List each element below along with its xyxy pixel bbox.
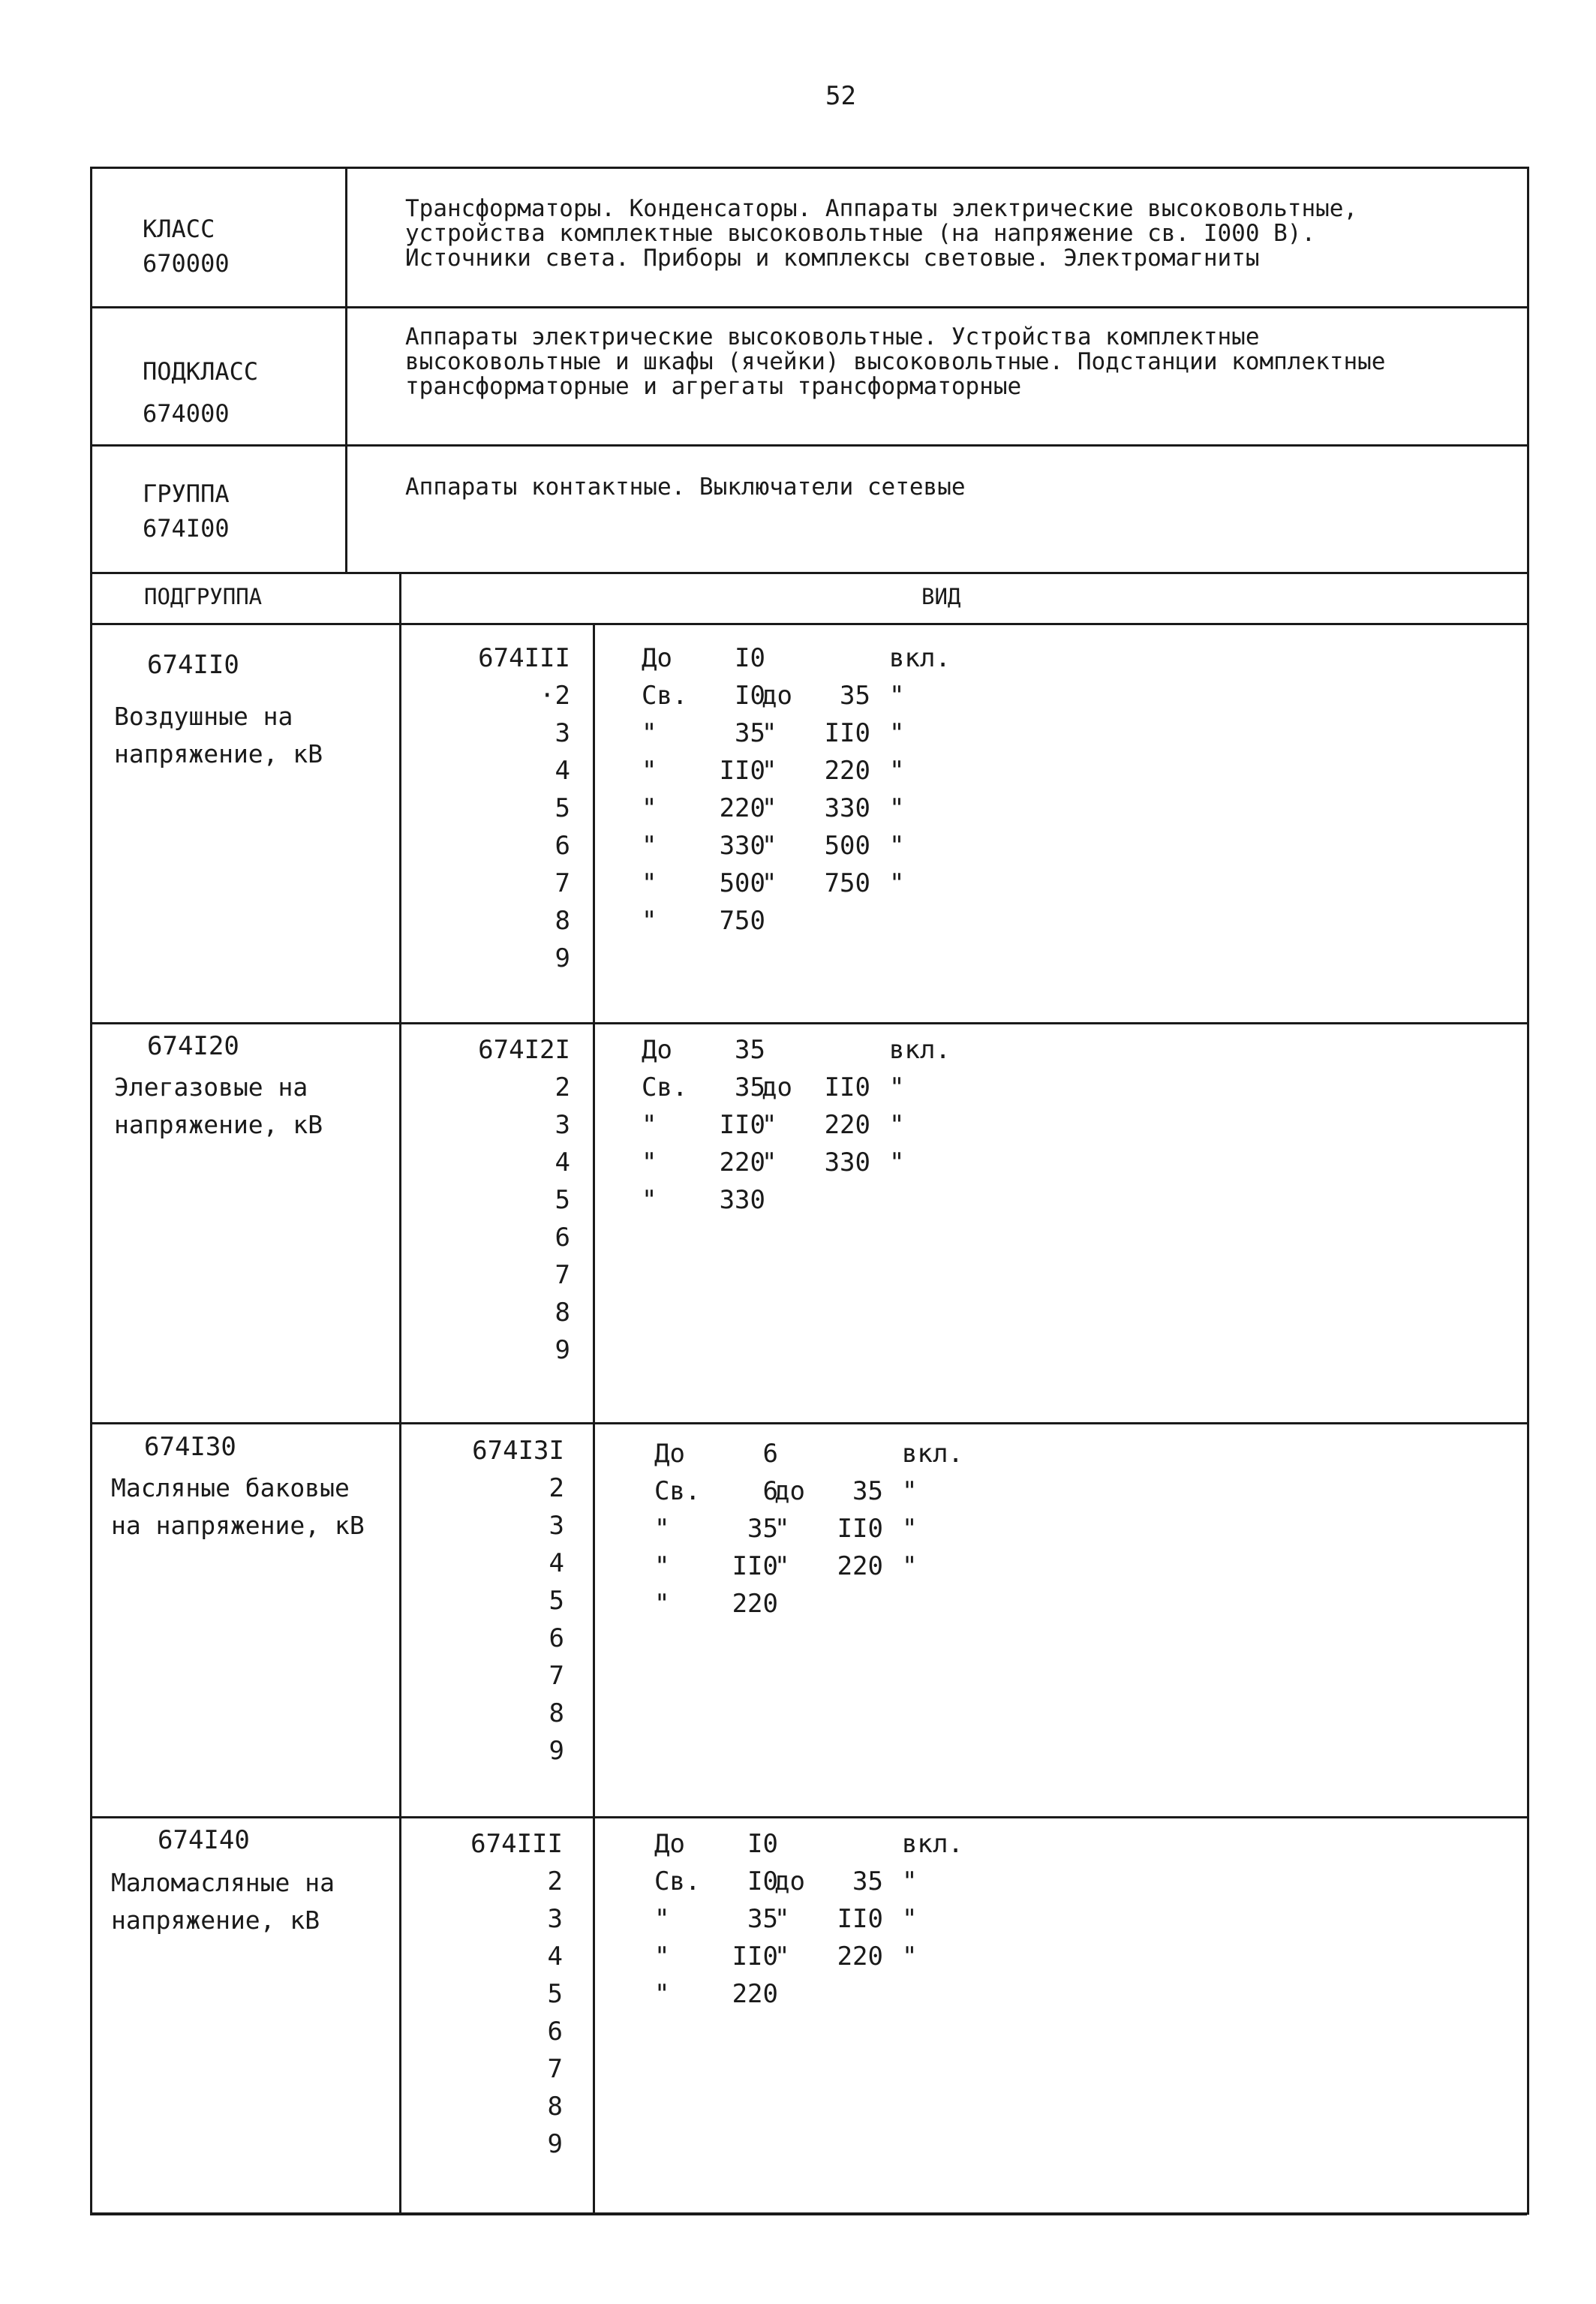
- view-cell: ": [762, 868, 777, 898]
- group-description: [405, 475, 1516, 500]
- view-cell: ": [902, 1942, 918, 1972]
- header-divider: [345, 167, 347, 572]
- species-code: 5: [547, 1979, 563, 2009]
- species-code: 6: [555, 831, 570, 861]
- class-description-line: устройства комплектные высоковольтные (на напряжение св. I000 В).: [405, 220, 1316, 247]
- species-code: 6: [549, 1623, 564, 1653]
- view-cell: ": [889, 1147, 905, 1178]
- view-cell: ": [642, 831, 657, 861]
- species-code: 2: [549, 1473, 564, 1503]
- view-cell: II0: [719, 1110, 765, 1140]
- species-code-list: [390, 1031, 570, 1369]
- class-code: 670000: [143, 249, 230, 278]
- species-code: 9: [555, 943, 570, 973]
- view-cell: ": [654, 1979, 670, 2009]
- species-code: 7: [555, 1260, 570, 1290]
- species-code: 8: [547, 2092, 563, 2122]
- view-cell: 220: [719, 1147, 765, 1178]
- view-cell: ": [902, 1476, 918, 1506]
- species-code: 4: [555, 1147, 570, 1178]
- view-cell: ": [642, 718, 657, 748]
- view-cell: вкл.: [889, 643, 951, 673]
- view-cell: ": [774, 1904, 790, 1934]
- species-code-list: [383, 1825, 563, 2163]
- view-cell: ": [762, 1147, 777, 1178]
- view-cell: 6: [762, 1476, 778, 1506]
- view-cell: ": [774, 1551, 790, 1581]
- class-description-line: Трансформаторы. Конденсаторы. Аппараты электрические высоковольтные,: [405, 195, 1358, 222]
- subclass-description: [405, 325, 1516, 399]
- view-cell: Св.: [654, 1476, 701, 1506]
- subclass-label: ПОДКЛАСС: [143, 357, 259, 386]
- view-cell: 330: [719, 831, 765, 861]
- view-cell: ": [889, 793, 905, 823]
- species-code-list: [384, 1432, 564, 1770]
- view-cell: 35: [852, 1866, 883, 1896]
- species-code: 674I3I: [472, 1436, 564, 1466]
- view-cell: 220: [719, 793, 765, 823]
- section-divider: [90, 1422, 1527, 1424]
- subgroup-name: [114, 698, 399, 773]
- view-cell: II0: [837, 1904, 883, 1934]
- view-cell: ": [762, 831, 777, 861]
- subgroup-code: 674I30: [144, 1432, 236, 1462]
- row-divider: [90, 572, 1527, 574]
- view-cell: II0: [732, 1942, 778, 1972]
- view-cell: ": [762, 756, 777, 786]
- view-cell: ": [889, 681, 905, 711]
- view-cell: Св.: [642, 1072, 688, 1102]
- subgroup-code: 674II0: [147, 650, 239, 680]
- species-code-list: [390, 639, 570, 977]
- view-cell: 220: [837, 1551, 883, 1581]
- species-code: 8: [555, 906, 570, 936]
- view-cell: 220: [732, 1589, 778, 1619]
- subgroup-name-line: на напряжение, кВ: [111, 1511, 365, 1540]
- view-cell: ": [642, 906, 657, 936]
- view-cell: ": [762, 793, 777, 823]
- view-cell: ": [642, 868, 657, 898]
- view-cell: 35: [747, 1514, 778, 1544]
- group-cell: [143, 477, 230, 546]
- view-cell: ": [654, 1904, 670, 1934]
- view-cell: До: [642, 1035, 672, 1065]
- view-cell: до: [774, 1866, 805, 1896]
- group-code: 674I00: [143, 514, 230, 543]
- subgroup-name-line: Элегазовые на: [114, 1072, 308, 1102]
- species-code: 3: [555, 1110, 570, 1140]
- subclass-description-line: высоковольтные и шкафы (ячейки) высоковольтные. Подстанции комплектные: [405, 348, 1386, 375]
- view-cell: До: [654, 1439, 685, 1469]
- species-code: 4: [555, 756, 570, 786]
- species-code: 3: [555, 718, 570, 748]
- subclass-code: 674000: [143, 399, 230, 428]
- species-code: ·2: [540, 681, 570, 711]
- species-code: 2: [547, 1866, 563, 1896]
- subgroup-name: [111, 1864, 396, 1939]
- view-column-title: ВИД: [921, 584, 961, 609]
- view-cell: ": [774, 1942, 790, 1972]
- species-code: 5: [555, 793, 570, 823]
- view-cell: ": [642, 1185, 657, 1215]
- view-cell: до: [774, 1476, 805, 1506]
- view-cell: ": [889, 1110, 905, 1140]
- view-cell: II0: [837, 1514, 883, 1544]
- page-number: 52: [825, 81, 856, 111]
- subgroup-column-title: ПОДГРУППА: [144, 584, 263, 609]
- view-cell: вкл.: [902, 1439, 963, 1469]
- view-cell: до: [762, 1072, 792, 1102]
- species-code: 3: [547, 1904, 563, 1934]
- view-cell: 35: [735, 1035, 765, 1065]
- species-code: 9: [549, 1736, 564, 1766]
- view-cell: 220: [837, 1942, 883, 1972]
- view-cell: 750: [719, 906, 765, 936]
- view-cell: 35: [852, 1476, 883, 1506]
- view-cell: ": [654, 1514, 670, 1544]
- section-divider: [90, 1816, 1527, 1818]
- view-cell: До: [654, 1829, 685, 1859]
- view-cell: 35: [840, 681, 870, 711]
- subclass-description-line: трансформаторные и агрегаты трансформаторные: [405, 373, 1022, 400]
- species-code: 4: [547, 1942, 563, 1972]
- subgroup-name-line: напряжение, кВ: [111, 1905, 320, 1935]
- subgroup-name-line: Воздушные на: [114, 702, 293, 731]
- section-divider: [90, 1022, 1527, 1024]
- view-cell: II0: [732, 1551, 778, 1581]
- view-cell: 500: [719, 868, 765, 898]
- subgroup-name-line: Маломасляные на: [111, 1868, 335, 1897]
- view-cell: ": [642, 793, 657, 823]
- view-cell: 220: [824, 756, 870, 786]
- view-cell: 330: [719, 1185, 765, 1215]
- view-cell: II0: [824, 718, 870, 748]
- species-code: 3: [549, 1511, 564, 1541]
- view-cell: I0: [747, 1866, 778, 1896]
- view-cell: До: [642, 643, 672, 673]
- group-label: ГРУППА: [143, 480, 230, 508]
- class-label: КЛАСС: [143, 215, 215, 243]
- view-cell: ": [889, 1072, 905, 1102]
- class-description-line: Источники света. Приборы и комплексы световые. Электромагниты: [405, 245, 1260, 272]
- view-cell: 500: [824, 831, 870, 861]
- view-cell: ": [654, 1551, 670, 1581]
- view-cell: ": [902, 1514, 918, 1544]
- view-cell: 330: [824, 793, 870, 823]
- species-code: 6: [547, 2017, 563, 2047]
- view-cell: II0: [824, 1072, 870, 1102]
- view-cell: ": [654, 1942, 670, 1972]
- species-code: 674III: [470, 1829, 563, 1859]
- view-cell: ": [774, 1514, 790, 1544]
- view-cell: ": [902, 1551, 918, 1581]
- subgroup-name: [111, 1469, 396, 1545]
- species-code: 5: [549, 1586, 564, 1616]
- view-cell: II0: [719, 756, 765, 786]
- view-cell: ": [642, 1110, 657, 1140]
- subgroup-code: 674I40: [158, 1825, 250, 1855]
- species-code: 9: [547, 2129, 563, 2159]
- view-cell: ": [889, 718, 905, 748]
- view-cell: 220: [824, 1110, 870, 1140]
- view-cell: ": [902, 1904, 918, 1934]
- subgroup-name-line: напряжение, кВ: [114, 1110, 323, 1139]
- subgroup-code: 674I20: [147, 1031, 239, 1061]
- species-code: 8: [549, 1698, 564, 1728]
- species-code: 7: [547, 2054, 563, 2084]
- species-code: 674I2I: [478, 1035, 570, 1065]
- view-cell: Св.: [654, 1866, 701, 1896]
- view-cell: ": [889, 831, 905, 861]
- species-code: 9: [555, 1335, 570, 1365]
- group-description-line: Аппараты контактные. Выключатели сетевые: [405, 474, 966, 501]
- view-cell: ": [762, 718, 777, 748]
- subgroup-name-line: Масляные баковые: [111, 1473, 350, 1502]
- view-cell: 35: [735, 718, 765, 748]
- view-cell: ": [889, 756, 905, 786]
- view-cell: вкл.: [889, 1035, 951, 1065]
- table-bottom-border: [90, 2212, 1527, 2215]
- view-cell: 220: [732, 1979, 778, 2009]
- subgroup-name-line: напряжение, кВ: [114, 739, 323, 769]
- view-cell: 35: [735, 1072, 765, 1102]
- view-cell: Св.: [642, 681, 688, 711]
- species-code: 674III: [478, 643, 570, 673]
- row-divider: [90, 623, 1527, 625]
- species-code: 7: [549, 1661, 564, 1691]
- species-code: 2: [555, 1072, 570, 1102]
- subclass-cell: [143, 354, 258, 431]
- view-cell: ": [654, 1589, 670, 1619]
- view-cell: I0: [735, 681, 765, 711]
- view-cell: 330: [824, 1147, 870, 1178]
- view-cell: ": [902, 1866, 918, 1896]
- view-cell: 750: [824, 868, 870, 898]
- class-description: [405, 197, 1516, 271]
- subclass-description-line: Аппараты электрические высоковольтные. Устройства комплектные: [405, 323, 1260, 350]
- species-code: 7: [555, 868, 570, 898]
- subgroup-name: [114, 1069, 399, 1144]
- view-cell: 35: [747, 1904, 778, 1934]
- row-divider: [90, 306, 1527, 308]
- species-code: 4: [549, 1548, 564, 1578]
- class-cell: [143, 212, 230, 281]
- view-cell: ": [889, 868, 905, 898]
- view-cell: ": [642, 756, 657, 786]
- view-cell: I0: [747, 1829, 778, 1859]
- row-divider: [90, 444, 1527, 447]
- view-cell: ": [762, 1110, 777, 1140]
- species-code: 8: [555, 1298, 570, 1328]
- view-cell: ": [642, 1147, 657, 1178]
- view-cell: вкл.: [902, 1829, 963, 1859]
- view-cell: 6: [762, 1439, 778, 1469]
- view-cell: I0: [735, 643, 765, 673]
- species-code: 6: [555, 1223, 570, 1253]
- view-cell: до: [762, 681, 792, 711]
- code-column-divider: [593, 623, 595, 2212]
- species-code: 5: [555, 1185, 570, 1215]
